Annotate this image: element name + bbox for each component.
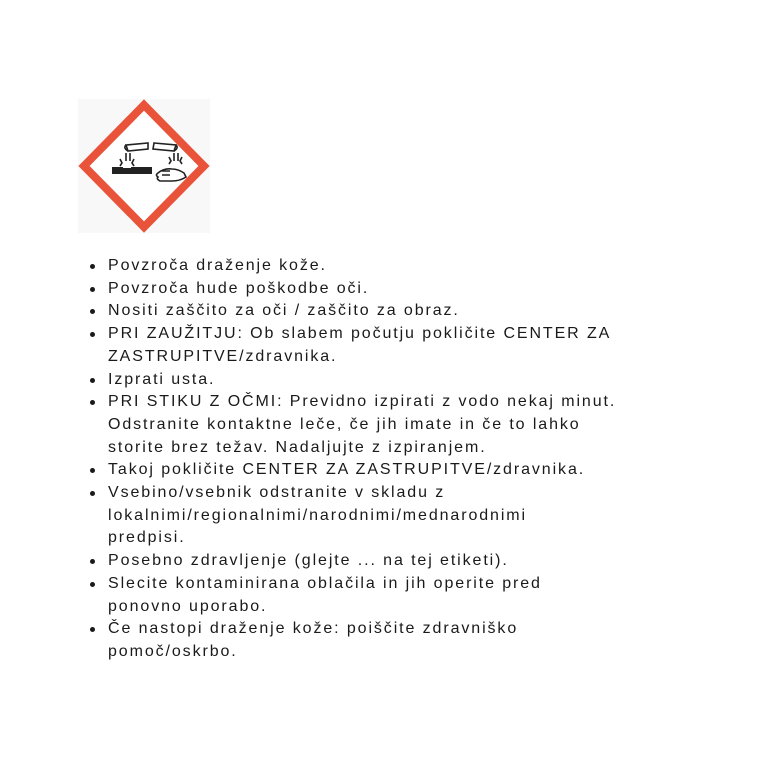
list-item-text: ponovno uporabo. bbox=[108, 597, 268, 615]
list-item-text: Povzroča draženje kože. bbox=[108, 257, 327, 274]
ghs-corrosive-icon bbox=[78, 99, 210, 233]
list-item-text: Če nastopi draženje kože: poiščite zdravniško bbox=[108, 620, 519, 638]
list-item-text: Povzroča hude poškodbe oči. bbox=[108, 279, 370, 297]
bullet-icon bbox=[90, 491, 95, 496]
bullet-icon bbox=[90, 378, 95, 383]
bullet-icon bbox=[90, 559, 95, 564]
list-item bbox=[88, 391, 728, 459]
list-item bbox=[88, 300, 728, 323]
ghs-corrosive-pictogram bbox=[78, 99, 210, 233]
bullet-icon bbox=[90, 332, 95, 337]
list-item bbox=[88, 482, 728, 550]
list-item bbox=[88, 550, 728, 573]
list-item-text: storite brez težav. Nadaljujte z izpiranjem. bbox=[108, 438, 487, 456]
list-item-text: PRI ZAUŽITJU: Ob slabem počutju pokličite CENTER ZA bbox=[108, 325, 612, 343]
bullet-icon bbox=[90, 264, 95, 269]
list-item bbox=[88, 573, 728, 618]
list-item-text: Slecite kontaminirana oblačila in jih operite pred bbox=[108, 574, 542, 592]
list-item bbox=[88, 618, 728, 663]
list-item-text: ZASTRUPITVE/zdravnika. bbox=[108, 347, 338, 365]
list-item-text: predpisi. bbox=[108, 529, 186, 547]
list-item-text: Vsebino/vsebnik odstranite v skladu z bbox=[108, 484, 446, 502]
list-item-text: Odstranite kontaktne leče, če jih imate in če to lahko bbox=[108, 415, 581, 433]
bullet-icon bbox=[90, 309, 95, 314]
list-item-text: lokalnimi/regionalnimi/narodnimi/mednarodnimi bbox=[108, 506, 527, 524]
list-item-text: pomoč/oskrbo. bbox=[108, 642, 238, 660]
list-item-text: Izprati usta. bbox=[108, 370, 216, 388]
bullet-icon bbox=[90, 287, 95, 292]
list-item-text: Takoj pokličite CENTER ZA ZASTRUPITVE/zdravnika. bbox=[108, 461, 586, 479]
list-item bbox=[88, 278, 728, 301]
list-item bbox=[88, 369, 728, 392]
bullet-icon bbox=[90, 582, 95, 587]
list-item-text: Nositi zaščito za oči / zaščito za obraz. bbox=[108, 302, 460, 320]
precautionary-statements-list bbox=[88, 255, 728, 664]
list-item bbox=[88, 459, 728, 482]
bullet-icon bbox=[90, 468, 95, 473]
bullet-icon bbox=[90, 627, 95, 632]
list-item bbox=[88, 323, 728, 368]
list-item-text: PRI STIKU Z OČMI: Previdno izpirati z vodo nekaj minut. bbox=[108, 393, 617, 411]
list-item bbox=[88, 255, 728, 278]
list-item-text: Posebno zdravljenje (glejte ... na tej etiketi). bbox=[108, 552, 509, 570]
bullet-icon bbox=[90, 400, 95, 405]
